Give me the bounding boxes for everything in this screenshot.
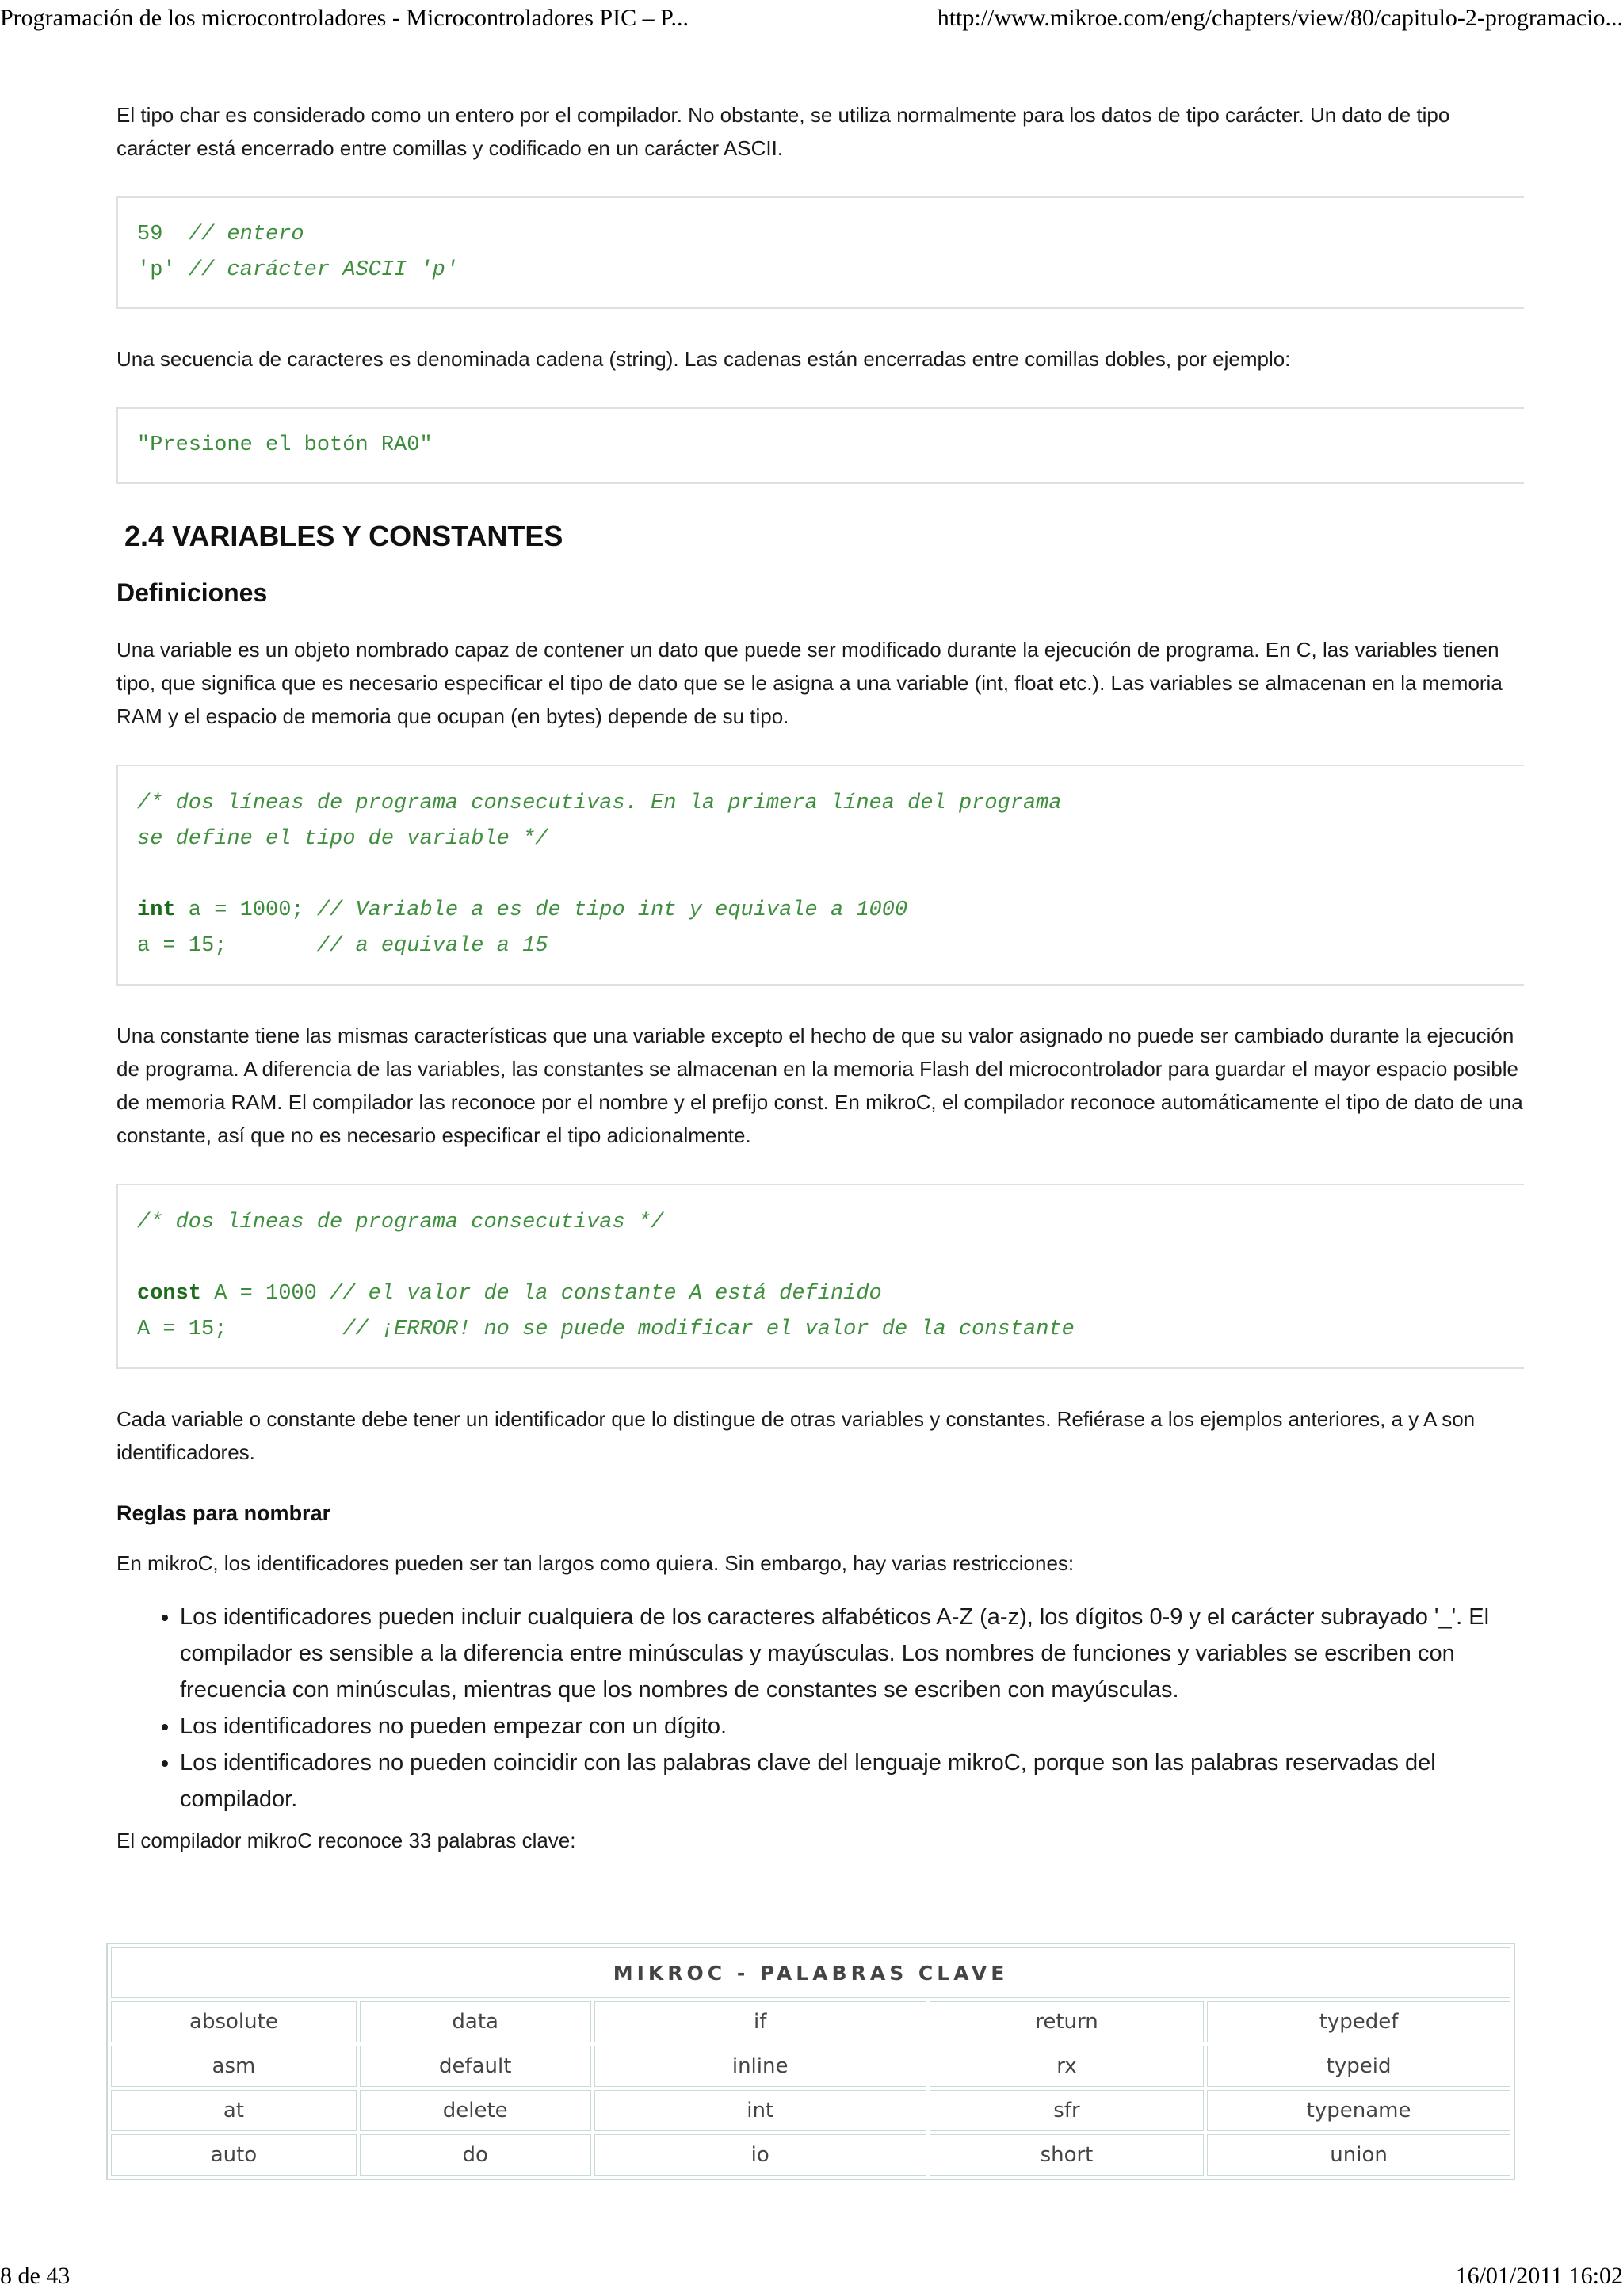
code-comment: // el valor de la constante A está definido	[330, 1282, 882, 1306]
code-text: A = 15;	[137, 1318, 343, 1341]
table-header-row	[111, 1947, 1510, 1998]
table-cell: sfr	[930, 2090, 1204, 2131]
code-char: 'p'	[137, 258, 176, 282]
code-comment: // entero	[188, 223, 304, 246]
table-cell: do	[360, 2134, 591, 2176]
code-line	[137, 893, 1524, 929]
naming-intro: En mikroC, los identificadores pueden ser tan largos como quiera. Sin embargo, hay varias restricciones:	[116, 1551, 1075, 1575]
code-comment: // carácter ASCII 'p'	[188, 258, 459, 282]
print-footer	[0, 2263, 1623, 2294]
table-cell: union	[1207, 2134, 1510, 2176]
table-row	[111, 2134, 1510, 2176]
code-comment: // a equivale a 15	[316, 934, 548, 958]
table-cell: delete	[360, 2090, 591, 2131]
table-cell: short	[930, 2134, 1204, 2176]
code-line	[137, 217, 1524, 253]
definitions-title: Definiciones	[116, 578, 268, 607]
naming-rules-list	[116, 1599, 1523, 1817]
rule-item: • Los identificadores no pueden empezar con un dígito.	[180, 1708, 1523, 1745]
code-block-string	[116, 407, 1524, 484]
keywords-table	[106, 1943, 1515, 2180]
intro-paragraph: El tipo char es considerado como un entero por el compilador. No obstante, se utiliza normalmente para los datos de tipo carácter. Un dato de tipo carácter está encerrado entre comillas y codificado en un carácter ASCII.	[116, 103, 1450, 160]
table-row	[111, 2090, 1510, 2131]
table-cell: inline	[594, 2046, 926, 2087]
table-cell: int	[594, 2090, 926, 2131]
table-cell: auto	[111, 2134, 357, 2176]
table-cell: rx	[930, 2046, 1204, 2087]
code-keyword: const	[137, 1282, 202, 1306]
code-block-constant	[116, 1184, 1524, 1369]
table-row	[111, 2046, 1510, 2087]
rule-item: • Los identificadores pueden incluir cualquiera de los caracteres alfabéticos A-Z (a-z), los dígitos 0-9 y el carácter subrayado '_'. El compilador es sensible a la diferencia entre minúsculas y mayúsculas. Los nombres de funciones y variables se escriben con frecuencia con minúsculas, mientras que los nombres de constantes se escriben con mayúsculas.	[180, 1599, 1523, 1708]
table-cell: typename	[1207, 2090, 1510, 2131]
print-header-title: Programación de los microcontroladores - Microcontroladores PIC – P...	[0, 5, 689, 31]
table-cell: at	[111, 2090, 357, 2131]
code-block-variable	[116, 765, 1524, 986]
code-line	[137, 929, 1524, 964]
code-comment: /* dos líneas de programa consecutivas */	[137, 1211, 664, 1234]
table-row	[111, 2001, 1510, 2042]
table-title: MIKROC - PALABRAS CLAVE	[111, 1947, 1510, 1998]
code-line	[137, 1312, 1524, 1348]
table-cell: if	[594, 2001, 926, 2042]
print-datetime: 16/01/2011 16:02	[1455, 2263, 1623, 2289]
code-comment: // Variable a es de tipo int y equivale a 1000	[316, 898, 908, 922]
code-blank-line	[137, 857, 1524, 893]
code-block-char	[116, 196, 1524, 309]
print-header-url: http://www.mikroe.com/eng/chapters/view/80/capitulo-2-programacio...	[937, 5, 1623, 31]
identifier-paragraph: Cada variable o constante debe tener un identificador que lo distingue de otras variables y constantes. Refiérase a los ejemplos anteriores, a y A son identificadores.	[116, 1407, 1476, 1464]
page-number: 8 de 43	[0, 2263, 71, 2289]
code-blank-line	[137, 1241, 1524, 1276]
string-paragraph: Una secuencia de caracteres es denominada cadena (string). Las cadenas están encerradas entre comillas dobles, por ejemplo:	[116, 347, 1291, 371]
rule-item: • Los identificadores no pueden coincidir con las palabras clave del lenguaje mikroC, porque son las palabras reservadas del compilador.	[180, 1745, 1523, 1817]
code-line	[137, 428, 1524, 463]
table-cell: io	[594, 2134, 926, 2176]
table-cell: data	[360, 2001, 591, 2042]
naming-title: Reglas para nombrar	[116, 1501, 331, 1525]
print-header	[0, 5, 1623, 36]
code-line	[137, 1276, 1524, 1312]
code-text: A = 1000	[201, 1282, 330, 1306]
code-keyword: int	[137, 898, 176, 922]
table-cell: default	[360, 2046, 591, 2087]
code-text: a = 15;	[137, 934, 317, 958]
table-cell: typeid	[1207, 2046, 1510, 2087]
code-number: 59	[137, 223, 163, 246]
code-string: "Presione el botón RA0"	[137, 433, 433, 457]
code-line	[137, 253, 1524, 288]
table-cell: asm	[111, 2046, 357, 2087]
table-cell: absolute	[111, 2001, 357, 2042]
code-text: a = 1000;	[175, 898, 317, 922]
code-comment: // ¡ERROR! no se puede modificar el valor de la constante	[342, 1318, 1075, 1341]
keywords-intro: El compilador mikroC reconoce 33 palabras clave:	[116, 1829, 576, 1852]
variable-paragraph: Una variable es un objeto nombrado capaz de contener un dato que puede ser modificado durante la ejecución de programa. En C, las variables tienen tipo, que significa que es necesario especificar el tipo de dato que se le asigna a una variable (int, float etc.). Las variables se almacenan en la memoria RAM y el espacio de memoria que ocupan (en bytes) depende de su tipo.	[116, 638, 1503, 728]
code-comment: se define el tipo de variable */	[137, 827, 548, 851]
table-cell: typedef	[1207, 2001, 1510, 2042]
constant-paragraph: Una constante tiene las mismas características que una variable excepto el hecho de que su valor asignado no puede ser cambiado durante la ejecución de programa. A diferencia de las variables, las constantes se almacenan en la memoria Flash del microcontrolador para guardar el mayor espacio posible de memoria RAM. El compilador las reconoce por el nombre y el prefijo const. En mikroC, el compilador reconoce automáticamente el tipo de dato de una constante, así que no es necesario especificar el tipo adicionalmente.	[116, 1024, 1523, 1147]
section-title: 2.4 VARIABLES Y CONSTANTES	[124, 520, 563, 552]
table-cell: return	[930, 2001, 1204, 2042]
article-content	[116, 98, 1523, 1857]
code-comment: /* dos líneas de programa consecutivas. En la primera línea del programa	[137, 791, 1062, 815]
